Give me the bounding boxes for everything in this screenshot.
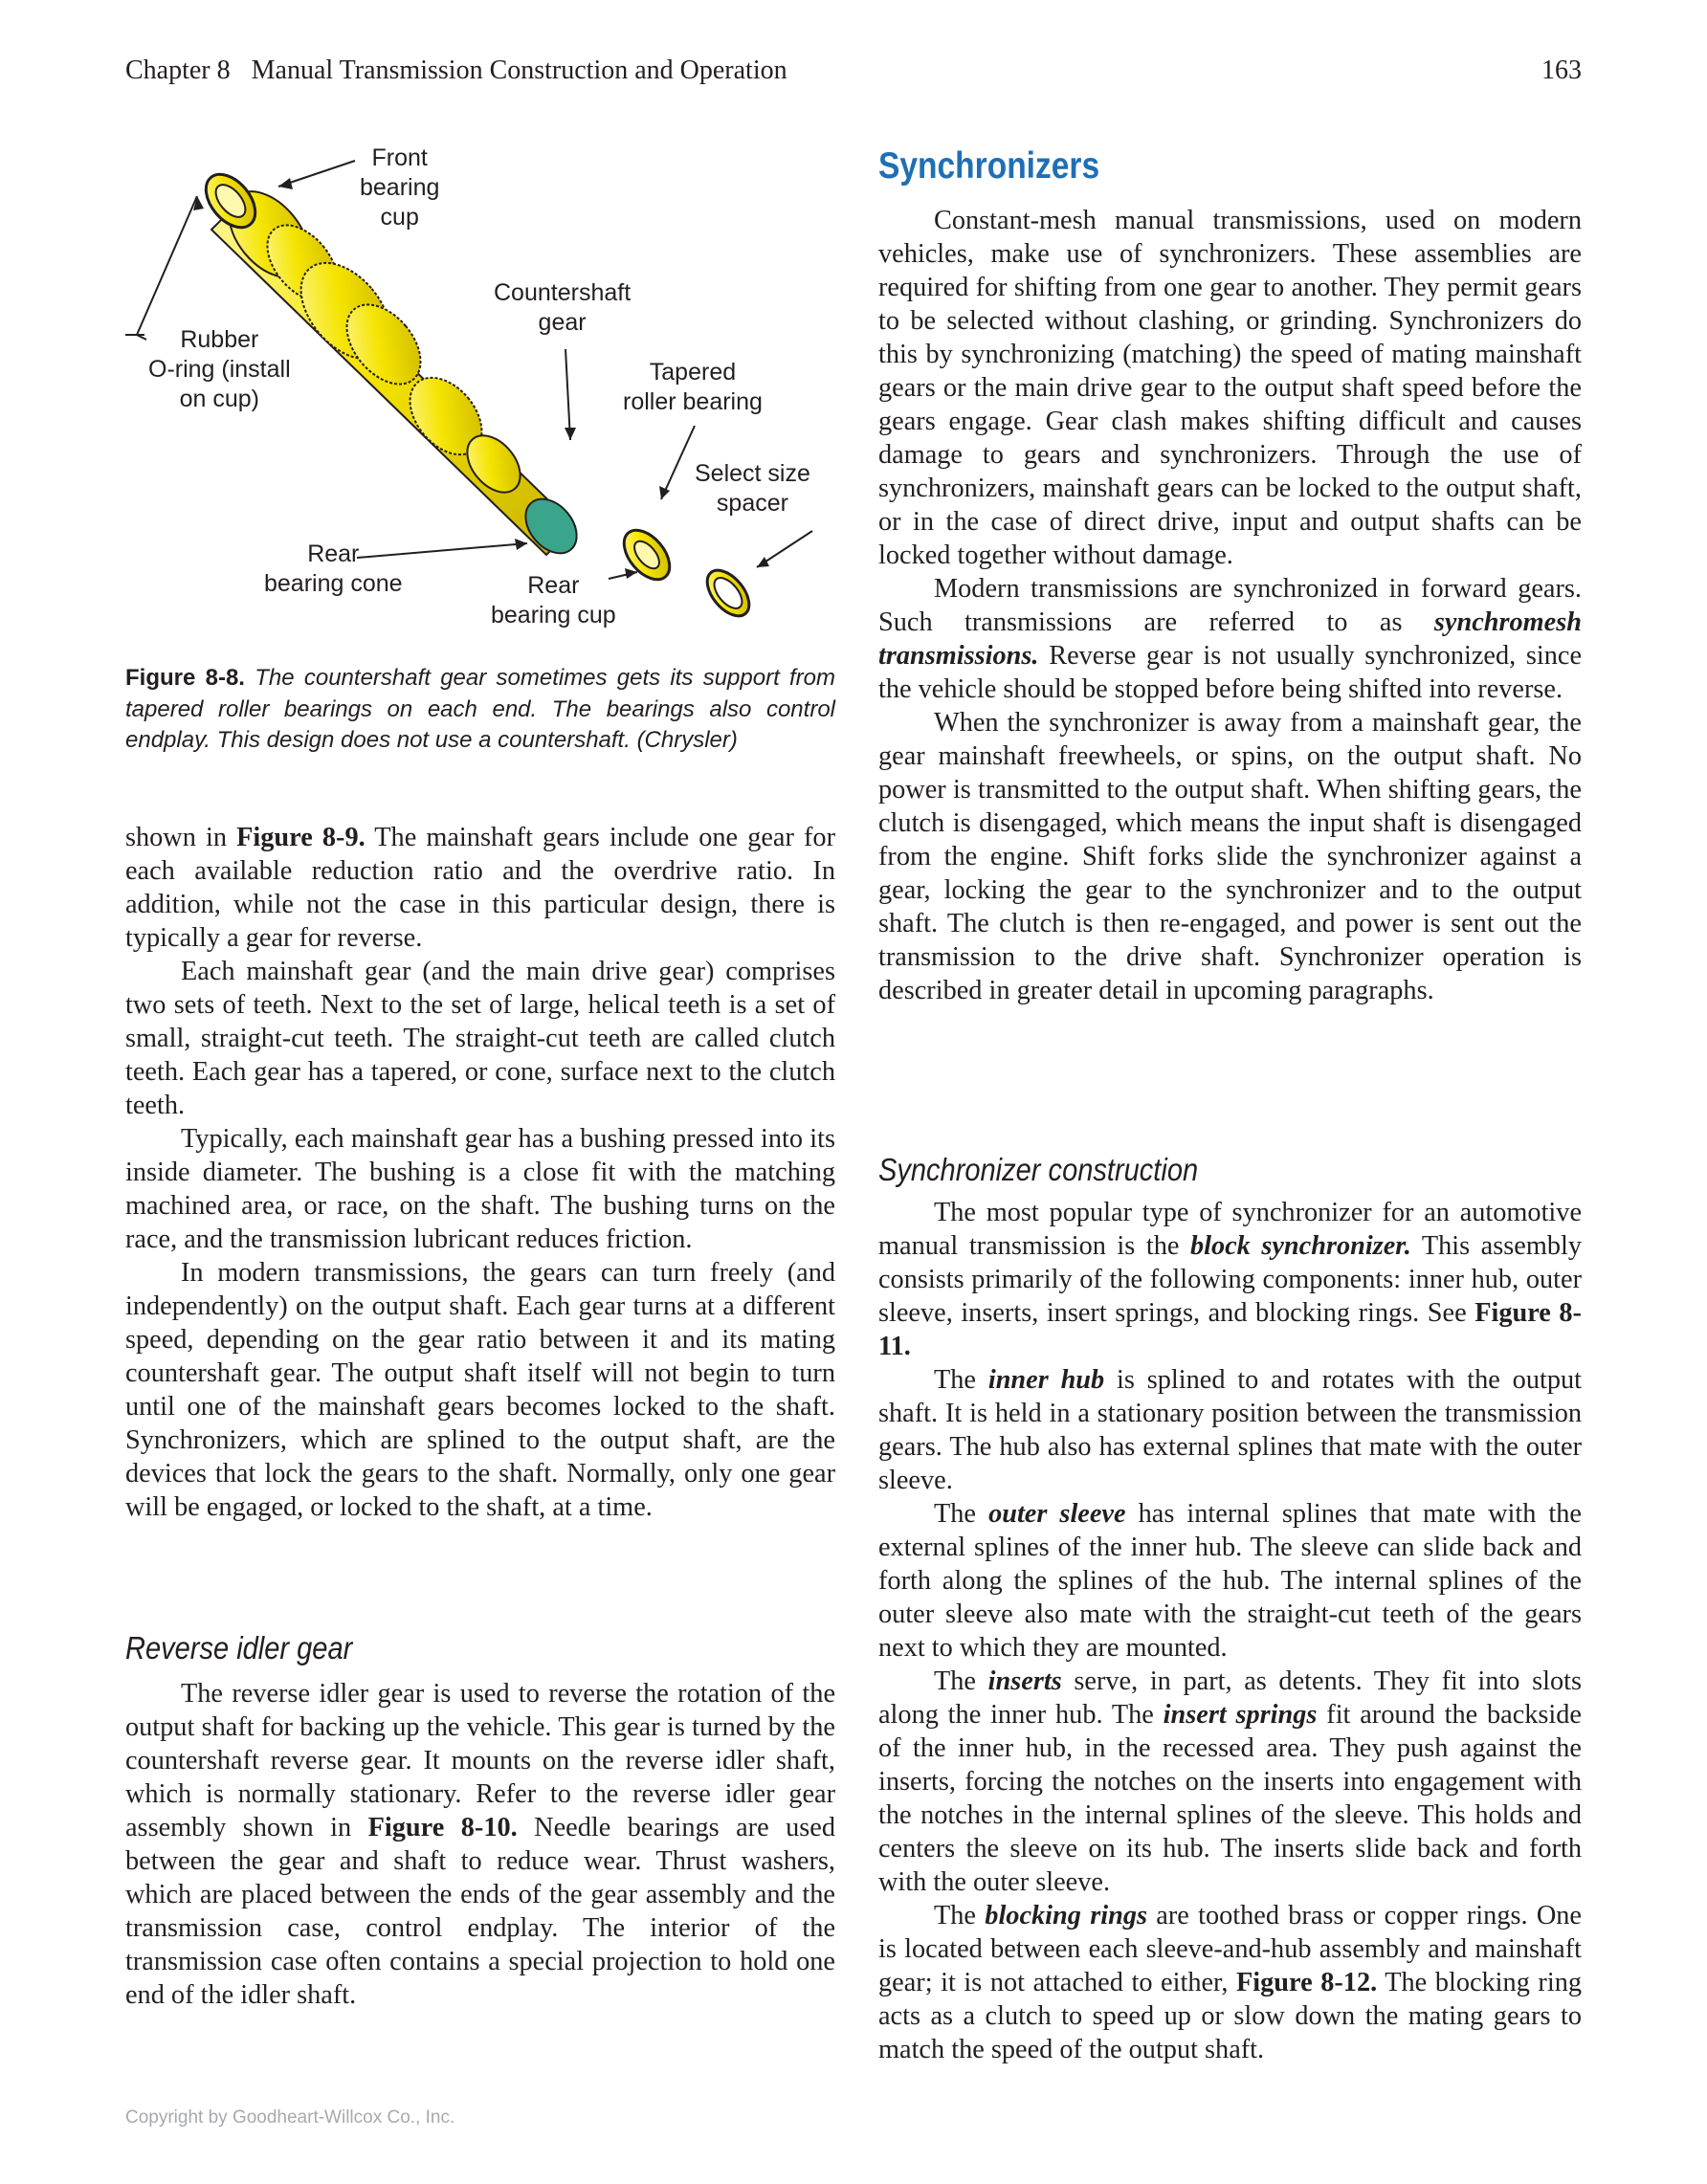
left-column (125, 821, 835, 1524)
figure-number: Figure 8-8. (125, 665, 245, 691)
paragraph: The reverse idler gear is used to reverse the rotation of the output shaft for backing up the vehicle. This gear is turned by the countershaft reverse gear. It mounts on the reverse idler shaft, which is normally stationary. Refer to the reverse idler gear assembly shown in Figure 8-10. Needle bearings are used between the gear and shaft to reduce wear. Thrust washers, which are placed between the ends of the gear assembly and the transmission case, control endplay. The interior of the transmission case often contains a special projection to hold one end of the idler shaft. (125, 1679, 835, 2010)
running-head (125, 55, 787, 86)
section-heading-reverse-idler: Reverse idler gear (125, 1630, 353, 1666)
key-term: inserts (987, 1666, 1062, 1696)
copyright-footer: Copyright by Goodheart-Willcox Co., Inc. (125, 2107, 455, 2128)
figure-caption (125, 663, 835, 757)
paragraph: The blocking rings are toothed brass or copper rings. One is located between each sleeve-and-hub assembly and mainshaft gear; it is not attached to either, Figure 8-12. The blocking ring acts as a clutch to speed up or slow down the mating gears to match the speed of the output shaft. (878, 1901, 1583, 2064)
paragraph: When the synchronizer is away from a mainshaft gear, the gear mainshaft freewheels, or spins, on the output shaft. No power is transmitted to the output shaft. When shifting gears, the clutch is disengaged, which means the input shaft is disengaged from the engine. Shift forks slide the synchronizer against a gear, locking the gear to the synchronizer and to the output shaft. The clutch is then re-engaged, and power is sent out the transmission to the drive shaft. Synchronizer operation is described in greater detail in upcoming paragraphs. (878, 708, 1582, 1005)
paragraph: Constant-mesh manual transmissions, used on modern vehicles, make use of synchronizers. These assemblies are required for shifting from one gear to another. They permit gears to be selected without clashing, or grinding. Synchronizers do this by synchronizing (matching) the speed of mating mainshaft gears or the main drive gear to the output shaft speed before the gears engage. Gear clash makes shifting difficult and causes damage to gears and synchronizers. Through the use of synchronizers, mainshaft gears can be locked to the output shaft, or in the case of direct drive, input and output shafts can be locked together without damage. (878, 206, 1582, 570)
subsection-heading-synchronizer-construction: Synchronizer construction (878, 1152, 1199, 1187)
paragraph: In modern transmissions, the gears can turn freely (and independently) on the output shaft. Each gear turns at a different speed, depending on the gear ratio between it and its mating countershaft gear. The output shaft itself will not begin to turn until one of the mainshaft gears becomes locked to the shaft. Synchronizers, which are splined to the output shaft, are the devices that lock the gears to the shaft. Normally, only one gear will be engaged, or locked to the shaft, at a time. (125, 1258, 835, 1522)
label-rear-bearing-cup: Rear bearing cup (491, 572, 616, 629)
key-term: block synchronizer. (1189, 1231, 1411, 1261)
figure-8-8 (125, 143, 835, 651)
label-select-size-spacer: Select size spacer (695, 460, 810, 517)
paragraph: Each mainshaft gear (and the main drive gear) comprises two sets of teeth. Next to the set of large, helical teeth is a set of small, straight-cut teeth. The straight-cut teeth are called clutch teeth. Each gear has a tapered, or cone, surface next to the clutch teeth. (125, 957, 835, 1120)
label-front-bearing-cup: Front bearing cup (360, 144, 440, 231)
section-heading-synchronizers: Synchronizers (878, 145, 1100, 187)
figure-reference: Figure 8-10. (367, 1813, 518, 1842)
chapter-title: Manual Transmission Construction and Operation (251, 55, 787, 85)
label-rear-bearing-cone: Rear bearing cone (264, 540, 403, 597)
label-rubber-oring: Rubber O-ring (install on cup) (148, 326, 291, 412)
figure-reference: Figure 8-9. (236, 823, 366, 852)
caption-text: The countershaft gear sometimes gets its support from tapered roller bearings on each end. The bearings also control endplay. This design does not use a countershaft. (Chrysler) (125, 665, 836, 753)
label-countershaft-gear: Countershaft gear (494, 279, 632, 336)
chapter-label: Chapter 8 (125, 55, 231, 85)
paragraph: The most popular type of synchronizer for an automotive manual transmission is the block synchronizer. This assembly consists primarily of the following components: inner hub, outer sleeve, inserts, insert springs, and blocking rings. See Figure 8-11. (878, 1198, 1582, 1361)
figure-reference: Figure 8-11. (878, 1298, 1582, 1361)
key-term: blocking rings (985, 1901, 1147, 1930)
key-term: synchromesh transmissions. (878, 607, 1582, 671)
paragraph: shown in Figure 8-9. The mainshaft gears include one gear for each available reduction ratio and the overdrive ratio. In addition, while not the case in this particular design, there is typically a gear for reverse. (125, 823, 835, 953)
paragraph: The inserts serve, in part, as detents. They fit into slots along the inner hub. The insert springs fit around the backside of the inner hub, in the recessed area. They push against the inserts, forcing the notches on the inserts into engagement with the notches in the internal splines of the sleeve. This holds and centers the sleeve on its hub. The inserts slide back and forth with the outer sleeve. (878, 1666, 1582, 1897)
right-column-lower (878, 1196, 1582, 2066)
left-column-lower (125, 1677, 835, 2012)
page-number: 163 (1541, 55, 1582, 85)
paragraph: Modern transmissions are synchronized in forward gears. Such transmissions are referred to as synchromesh transmissions. Reverse gear is not usually synchronized, since the vehicle should be stopped before being shifted into reverse. (878, 574, 1582, 704)
paragraph: Typically, each mainshaft gear has a bushing pressed into its inside diameter. The bushing is a close fit with the matching machined area, or race, on the shaft. The bushing turns on the race, and the transmission lubricant reduces friction. (125, 1124, 835, 1254)
key-term: outer sleeve (988, 1499, 1126, 1529)
right-column (878, 204, 1582, 1007)
key-term: inner hub (987, 1365, 1105, 1395)
page-header (125, 55, 1582, 94)
label-tapered-roller-bearing: Tapered roller bearing (623, 359, 763, 415)
key-term: insert springs (1163, 1700, 1318, 1730)
paragraph: The inner hub is splined to and rotates with the output shaft. It is held in a stationary position between the transmission gears. The hub also has external splines that mate with the outer sleeve. (878, 1365, 1582, 1495)
figure-reference: Figure 8-12. (1236, 1968, 1378, 1997)
paragraph: The outer sleeve has internal splines that mate with the external splines of the inner hub. The sleeve can slide back and forth along the splines of the hub. The internal splines of the outer sleeve also mate with the straight-cut teeth of the gears next to which they are mounted. (878, 1499, 1582, 1663)
